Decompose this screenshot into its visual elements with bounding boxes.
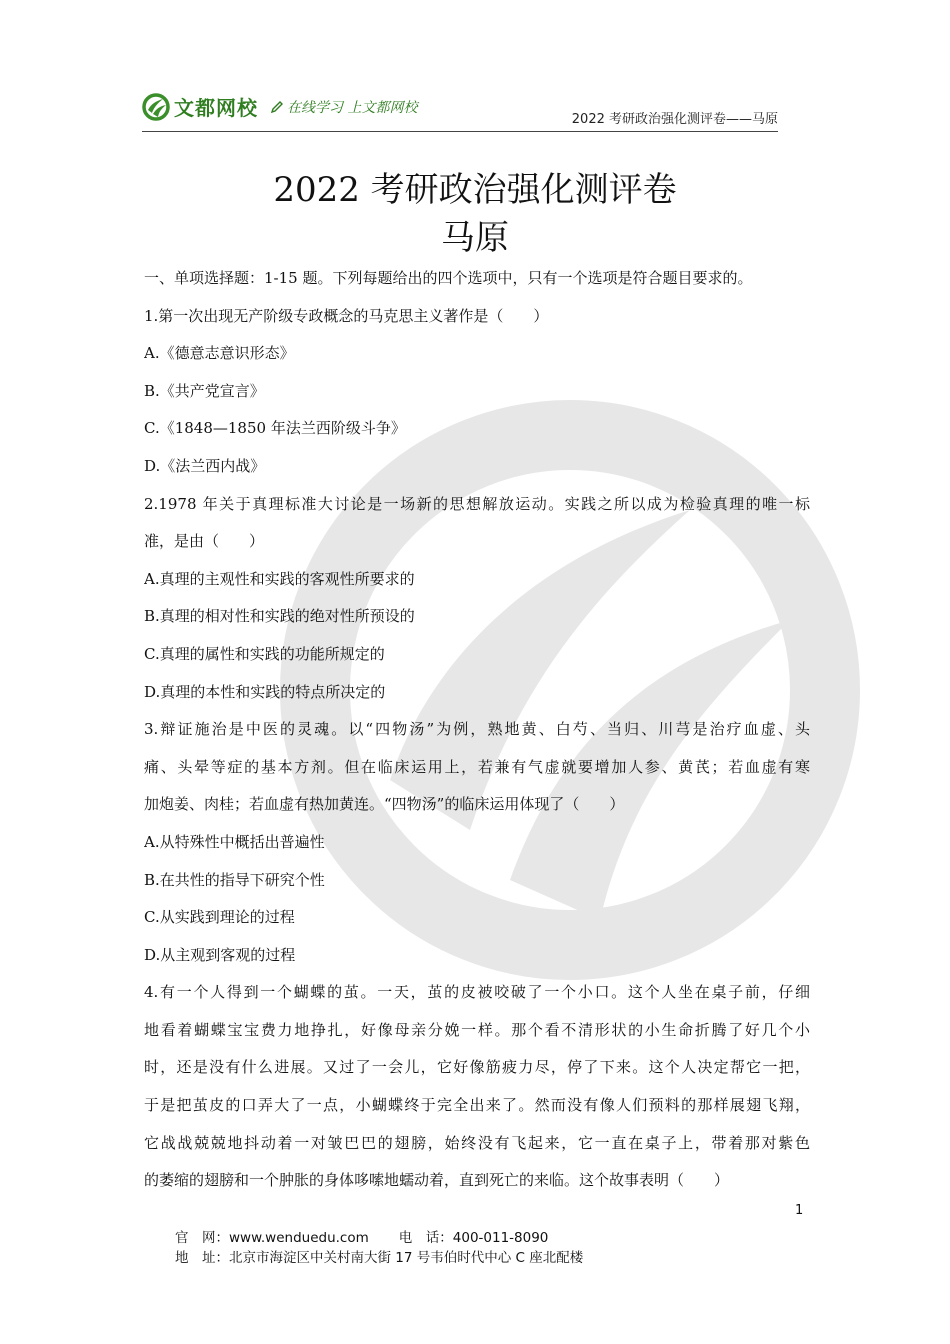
answer-option: B.在共性的指导下研究个性 <box>144 870 325 889</box>
answer-option: C.真理的属性和实践的功能所规定的 <box>144 644 385 663</box>
question-stem: 时，还是没有什么进展。又过了一会儿，它好像筋疲力尽，停了下来。这个人决定帮它一把， <box>144 1058 810 1077</box>
question-stem: 准，是由（ ） <box>144 532 265 551</box>
answer-option: A.真理的主观性和实践的客观性所要求的 <box>144 569 415 588</box>
question-stem: 痛、头晕等症的基本方剂。但在临床运用上，若兼有气虚就要增加人参、黄芪；若血虚有寒 <box>144 757 810 776</box>
document-title: 2022 考研政治强化测评卷 <box>273 170 677 210</box>
footer-phone-label: 电 话： <box>398 1230 453 1246</box>
answer-option: A.从特殊性中概括出普遍性 <box>144 832 325 851</box>
footer-address-label: 地 址： <box>175 1250 229 1266</box>
section-heading: 一、单项选择题：1-15 题。下列每题给出的四个选项中，只有一个选项是符合题目要求的。 <box>144 269 753 287</box>
question-stem: 它战战兢兢地抖动着一对皱巴巴的翅膀，始终没有飞起来，它一直在桌子上，带着那对紫色 <box>144 1133 810 1152</box>
answer-option: D.真理的本性和实践的特点所决定的 <box>144 682 386 701</box>
brand-logo <box>142 92 417 121</box>
page-number: 1 <box>795 1203 804 1218</box>
brand-slogan: 在线学习 上文都网校 <box>287 99 418 116</box>
header-doc-title: 2022 考研政治强化测评卷——马原 <box>571 112 778 127</box>
answer-option: D.从主观到客观的过程 <box>144 945 296 964</box>
question-stem: 加炮姜、肉桂；若血虚有热加黄连。“四物汤”的临床运用体现了（ ） <box>144 795 625 814</box>
answer-option: B.《共产党宣言》 <box>144 381 265 400</box>
question-stem: 4.有一个人得到一个蝴蝶的茧。一天，茧的皮被咬破了一个小口。这个人坐在桌子前，仔细 <box>144 983 810 1002</box>
page-header <box>142 88 778 132</box>
question-stem: 3.辩证施治是中医的灵魂。以“四物汤”为例，熟地黄、白芍、当归、川芎是治疗血虚、头 <box>144 720 810 739</box>
answer-option: B.真理的相对性和实践的绝对性所预设的 <box>144 607 415 626</box>
footer-address-text: 北京市海淀区中关村南大街 17 号韦伯时代中心 C 座北配楼 <box>229 1250 584 1266</box>
pen-icon <box>270 100 284 114</box>
footer-contact <box>175 1226 548 1246</box>
footer-site-label: 官 网： <box>175 1230 229 1246</box>
answer-option: D.《法兰西内战》 <box>144 456 266 475</box>
question-stem: 1.第一次出现无产阶级专政概念的马克思主义著作是（ ） <box>144 306 549 325</box>
brand-name: 文都网校 <box>174 96 258 120</box>
answer-option: C.从实践到理论的过程 <box>144 908 295 927</box>
exam-content <box>144 260 810 1200</box>
document-subtitle: 马原 <box>441 218 509 258</box>
question-stem: 于是把茧皮的口弄大了一点，小蝴蝶终于完全出来了。然而没有像人们预料的那样展翅飞翔， <box>144 1096 810 1115</box>
brand-leaf-icon <box>142 93 170 121</box>
footer-address <box>175 1246 583 1266</box>
footer-phone: 400-011-8090 <box>452 1230 549 1246</box>
question-stem: 地看着蝴蝶宝宝费力地挣扎，好像母亲分娩一样。那个看不清形状的小生命折腾了好几个小 <box>144 1020 810 1039</box>
footer-site: www.wenduedu.com <box>229 1230 369 1246</box>
answer-option: A.《德意志意识形态》 <box>144 344 295 363</box>
header-divider <box>142 131 778 132</box>
question-stem: 2.1978 年关于真理标准大讨论是一场新的思想解放运动。实践之所以成为检验真理的唯一标 <box>144 494 810 513</box>
answer-option: C.《1848—1850 年法兰西阶级斗争》 <box>144 419 406 438</box>
question-stem: 的萎缩的翅膀和一个肿胀的身体哆嗦地蠕动着，直到死亡的来临。这个故事表明（ ） <box>144 1171 730 1190</box>
